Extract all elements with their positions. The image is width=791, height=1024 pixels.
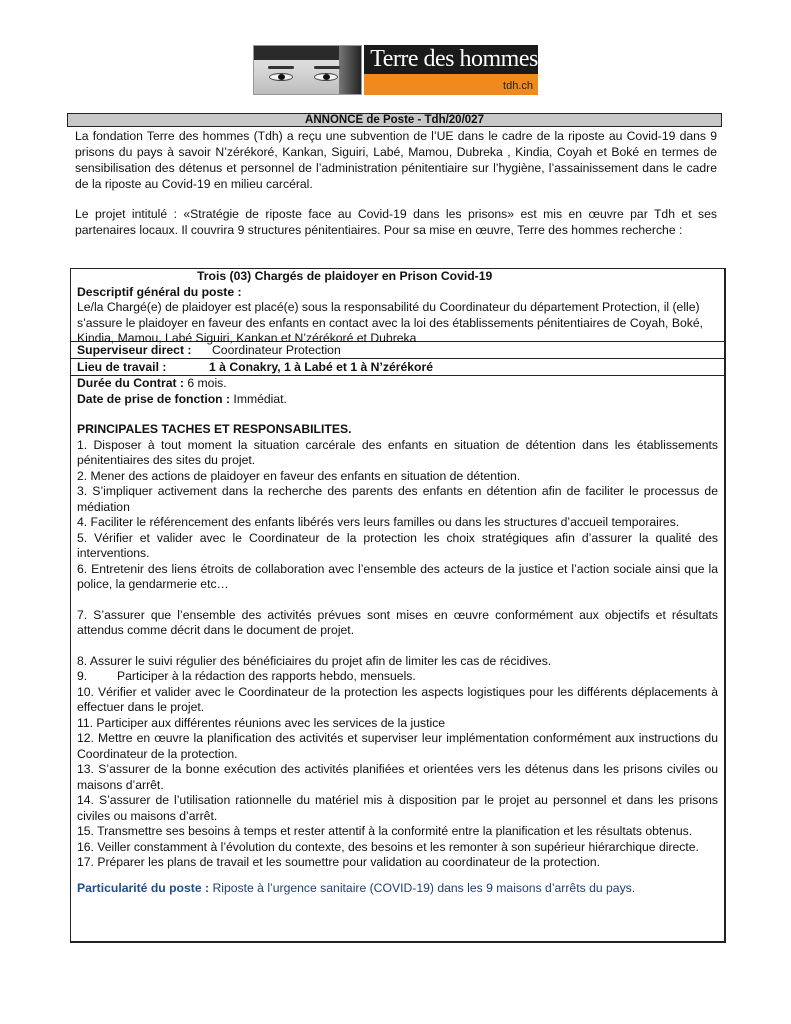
tache-number: 9. xyxy=(77,669,88,683)
tache-item: 12. Mettre en œuvre la planification des activités et superviser leur implémentation conformément aux instructions du Coordinateur de la protection. xyxy=(77,731,718,761)
particularite-label: Particularité du poste : xyxy=(77,880,210,895)
intro-paragraph-2: Le projet intitulé : «Stratégie de riposte face au Covid-19 dans les prisons» est mis en œuvre par Tdh et ses partenaires locaux. Il couvrira 9 structures pénitentiaires. Pour sa mise en œuvre, Terre des hommes recherche : xyxy=(75,207,717,237)
tache-item: 8. Assurer le suivi régulier des bénéficiaires du projet afin de limiter les cas de récidives. xyxy=(77,653,552,668)
superviseur-value: Coordinateur Protection xyxy=(212,343,341,357)
tache-item: 17. Préparer les plans de travail et les soumettre pour validation au coordinateur de la protection. xyxy=(77,855,601,869)
logo-eyes-photo xyxy=(253,45,362,95)
tache-item: 14. S’assurer de l’utilisation rationnelle du matériel mis à disposition par le projet au personnel et dans les prisons civiles ou maisons d’arrêt. xyxy=(77,793,718,823)
tache-item: 3. S’impliquer activement dans la recherche des parents des enfants en détention afin de faciliter le processus de médiation xyxy=(77,484,718,514)
date-value: Immédiat. xyxy=(230,391,287,406)
duree-value: 6 mois. xyxy=(183,376,227,390)
particularite-value: Riposte à l’urgence sanitaire (COVID-19) dans les 9 maisons d’arrêts du pays. xyxy=(209,880,636,895)
tache-item: Participer à la rédaction des rapports hebdo, mensuels. xyxy=(117,669,416,683)
tache-item: 11. Participer aux différentes réunions avec les services de la justice xyxy=(77,715,446,730)
descriptif-label: Descriptif général du poste : xyxy=(77,284,242,299)
tdh-logo xyxy=(253,45,538,95)
tache-item: 15. Transmettre ses besoins à temps et rester attentif à la conformité entre la planification et les résultats obtenus. xyxy=(77,824,693,838)
date-label: Date de prise de fonction : xyxy=(77,391,231,406)
superviseur-label: Superviseur direct : xyxy=(77,343,192,357)
job-description-box xyxy=(70,268,726,943)
tache-item: 13. S’assurer de la bonne exécution des activités planifiées et orientées vers les détenus dans les prisons civiles ou maisons d’arrêt. xyxy=(77,762,718,792)
tache-item: 1. Disposer à tout moment la situation carcérale des enfants en situation de détention dans les établissements pénitentiaires des sites du projet. xyxy=(77,437,718,467)
descriptif-text: Le/la Chargé(e) de plaidoyer est placé(e) sous la responsabilité du Coordinateur du département Protection, il (elle) s’assure le plaidoyer en faveur des enfants en contact avec la loi des établissements pénitentiaires de Coyah, Boké, Kindia, Mamou, Labé Siguiri, Kankan et N’zérékoré et Dubreka xyxy=(77,300,703,345)
poste-title: Trois (03) Chargés de plaidoyer en Prison Covid-19 xyxy=(197,269,493,283)
logo-url: tdh.ch xyxy=(364,74,538,95)
tache-item: 2. Mener des actions de plaidoyer en faveur des enfants en situation de détention. xyxy=(77,468,521,483)
tache-item: 16. Veiller constamment à l’évolution du contexte, des besoins et les remonter à son supérieur hiérarchique directe. xyxy=(77,839,699,854)
tache-item: 10. Vérifier et valider avec le Coordinateur de la protection les aspects logistiques pour les différents déplacements à effectuer dans le projet. xyxy=(77,684,718,714)
details-section xyxy=(71,376,724,896)
taches-title: PRINCIPALES TACHES ET RESPONSABILITES. xyxy=(77,422,352,436)
tache-item: 6. Entretenir des liens étroits de collaboration avec l’ensemble des acteurs de la justice et l’action sociale ainsi que la police, la gendarmerie etc… xyxy=(77,561,718,591)
lieu-label: Lieu de travail : xyxy=(77,360,167,374)
tache-item: 4. Faciliter le référencement des enfants libérés vers leurs familles ou dans les structures d’accueil temporaires. xyxy=(77,515,680,529)
lieu-row xyxy=(71,359,724,376)
duree-label: Durée du Contrat : xyxy=(77,376,184,390)
tache-item: 5. Vérifier et valider avec le Coordinateur de la protection les choix stratégiques afin d’assurer la qualité des interventions. xyxy=(77,530,718,560)
annonce-title: ANNONCE de Poste - Tdh/20/027 xyxy=(67,113,722,127)
intro-paragraph-1: La fondation Terre des hommes (Tdh) a reçu une subvention de l’UE dans le cadre de la riposte au Covid-19 dans 9 prisons du pays à savoir N’zérékoré, Kankan, Siguiri, Labé, Mamou, Dubreka , Kindia, Coyah et Boké en termes de sensibilisation des détenus et personnel de l’administration pénitentiaire sur l’hygiène, l’assainissement dans le cadre de la riposte au Covid-19 en milieu carcéral. xyxy=(75,129,717,191)
lieu-value: 1 à Conakry, 1 à Labé et 1 à N’zérékoré xyxy=(209,360,433,374)
poste-header-row xyxy=(71,269,724,345)
logo-wordmark: Terre des hommes xyxy=(364,45,538,74)
tache-item: 7. S’assurer que l’ensemble des activités prévues sont mises en œuvre conformément aux objectifs et résultats attendus comme décrit dans le document de projet. xyxy=(77,607,718,637)
